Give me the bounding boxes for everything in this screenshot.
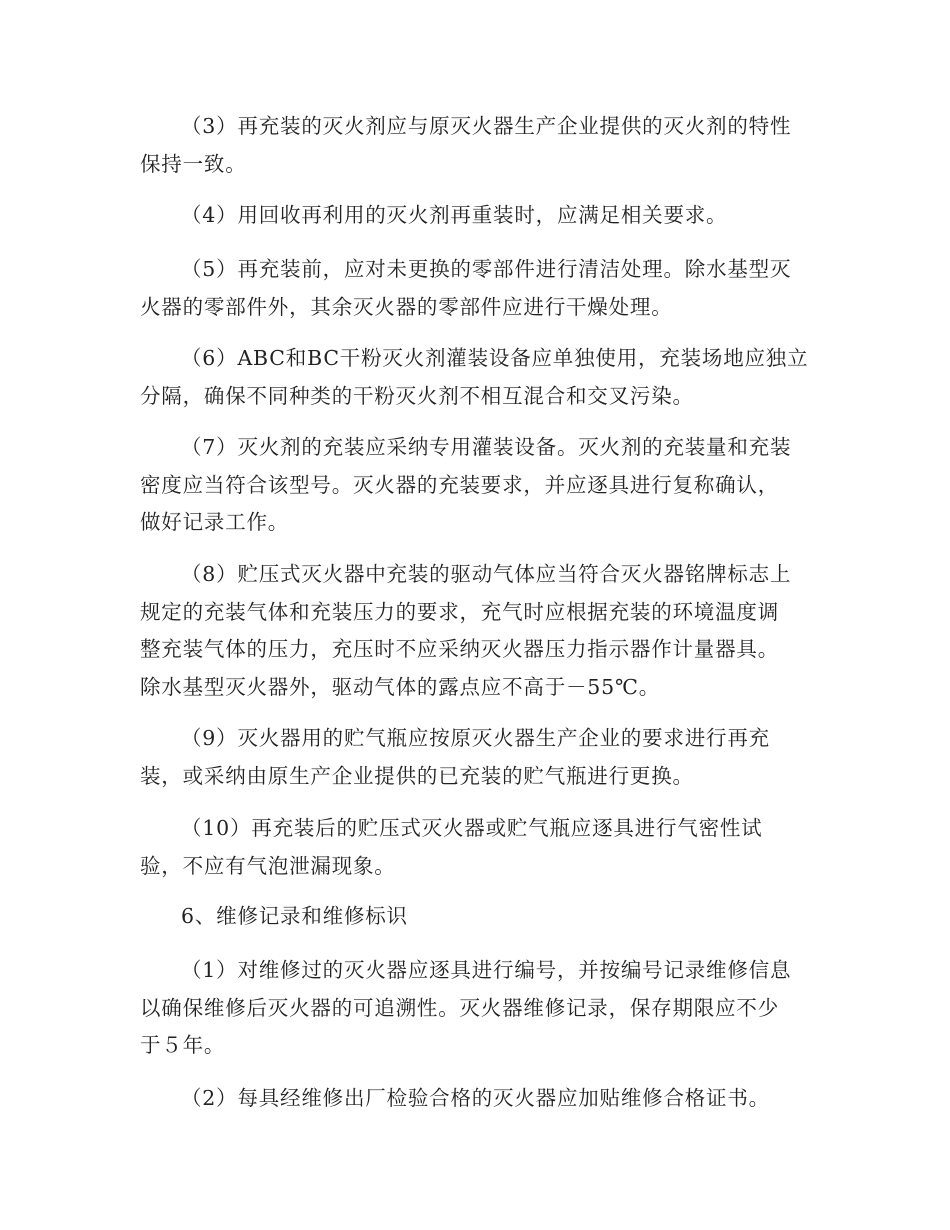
text-line: 除水基型灭火器外，驱动气体的露点应不高于－55℃。 xyxy=(140,674,661,699)
section-heading xyxy=(140,898,810,936)
paragraph-sub-1 xyxy=(140,952,810,1065)
paragraph-item-8 xyxy=(140,556,810,706)
text-line: （1）对维修过的灭火器应逐具进行编号，并按编号记录维修信息 xyxy=(181,958,792,982)
text-line: 规定的充装气体和充装压力的要求，充气时应根据充装的环境温度调 xyxy=(140,599,779,624)
paragraph-item-10 xyxy=(140,810,810,885)
text-line: （9）灭火器用的贮气瓶应按原灭火器生产企业的要求进行再充 xyxy=(181,726,770,750)
text-line: （3）再充装的灭火剂应与原灭火器生产企业提供的灭火剂的特性 xyxy=(181,114,792,138)
text-line: 分隔，确保不同种类的干粉灭火剂不相互混合和交叉污染。 xyxy=(140,383,694,408)
text-line: 于５年。 xyxy=(140,1033,226,1057)
text-line: （8）贮压式灭火器中充装的驱动气体应当符合灭火器铭牌标志上 xyxy=(181,562,792,586)
text-line: 保持一致。 xyxy=(140,151,247,176)
paragraph-sub-2 xyxy=(140,1080,810,1118)
paragraph-item-5 xyxy=(140,251,810,326)
text-line: 以确保维修后灭火器的可追溯性。灭火器维修记录，保存期限应不少 xyxy=(140,995,779,1020)
text-line: （6）ABC和BC干粉灭火剂灌装设备应单独使用，充装场地应独立 xyxy=(181,346,809,370)
text-line: （10）再充装后的贮压式灭火器或贮气瓶应逐具进行气密性试 xyxy=(181,816,763,840)
paragraph-item-6 xyxy=(140,340,810,415)
paragraph-item-4 xyxy=(140,197,810,235)
text-line: （4）用回收再利用的灭火剂再重装时，应满足相关要求。 xyxy=(181,203,728,227)
paragraph-item-9 xyxy=(140,720,810,795)
paragraph-item-3 xyxy=(140,108,810,183)
text-line: 整充装气体的压力，充压时不应采纳灭火器压力指示器作计量器具。 xyxy=(140,637,779,661)
paragraph-item-7 xyxy=(140,429,810,542)
text-line: 装，或采纳由原生产企业提供的已充装的贮气瓶进行更换。 xyxy=(140,763,694,788)
text-line: 火器的零部件外，其余灭火器的零部件应进行干燥处理。 xyxy=(140,294,673,319)
text-line: 验，不应有气泡泄漏现象。 xyxy=(140,853,396,878)
text-line: （2）每具经维修出厂检验合格的灭火器应加贴维修合格证书。 xyxy=(181,1086,770,1110)
heading-text: 6、维修记录和维修标识 xyxy=(181,904,408,928)
text-line: （7）灭火剂的充装应采纳专用灌装设备。灭火剂的充装量和充装 xyxy=(181,435,792,459)
text-line: （5）再充装前，应对未更换的零部件进行清洁处理。除水基型灭 xyxy=(181,257,792,281)
text-line: 做好记录工作。 xyxy=(140,510,290,534)
text-line: 密度应当符合该型号。灭火器的充装要求，并应逐具进行复称确认， xyxy=(140,472,779,497)
